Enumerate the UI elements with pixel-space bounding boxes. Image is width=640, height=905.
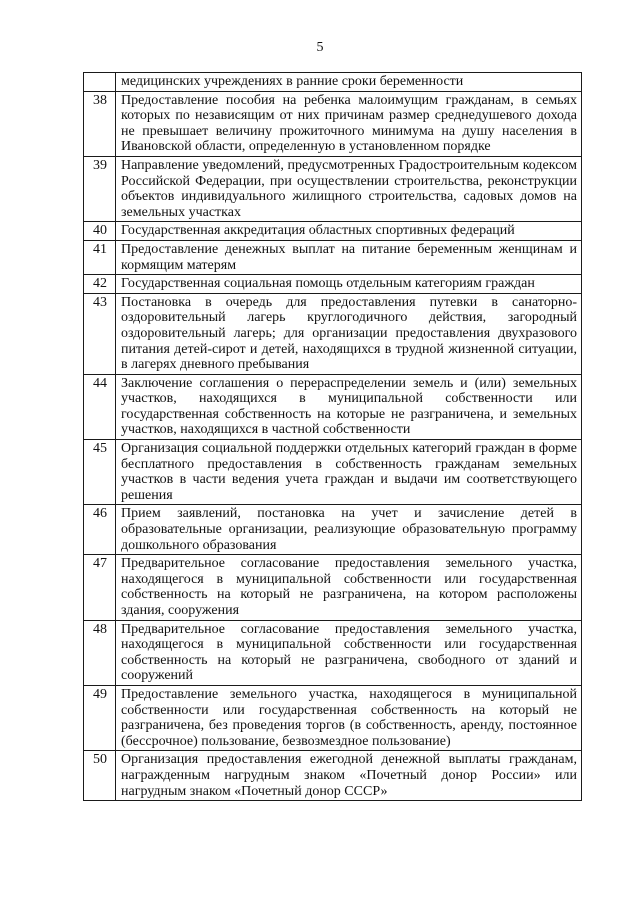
row-text: Постановка в очередь для предоставления путевки в санаторно-оздоровительный лагерь круглогодичного действия, загородный оздоровительный лагерь; для организации предоставления двухразового питания детей-сирот и детей, находящихся в трудной жизненной ситуации, в лагерях дневного пребывания (116, 293, 582, 374)
row-number: 47 (84, 555, 116, 620)
row-text: Организация предоставления ежегодной денежной выплаты гражданам, награжденным нагрудным знаком «Почетный донор России» или нагрудным знаком «Почетный донор СССР» (116, 751, 582, 801)
row-text: Предварительное согласование предоставления земельного участка, находящегося в муниципальной собственности или государственная собственность на который не разграничена, свободного от зданий и сооружений (116, 620, 582, 685)
table-row (84, 685, 582, 750)
row-number: 49 (84, 685, 116, 750)
row-number: 44 (84, 374, 116, 439)
row-number: 45 (84, 440, 116, 505)
table-row (84, 73, 582, 92)
table-row (84, 91, 582, 156)
row-number: 50 (84, 751, 116, 801)
row-number: 38 (84, 91, 116, 156)
row-number: 39 (84, 156, 116, 221)
page-number: 5 (316, 40, 324, 55)
row-number: 48 (84, 620, 116, 685)
row-text: Предварительное согласование предоставления земельного участка, находящегося в муниципальной собственности или государственная собственность на который не разграничена, на котором расположены здания, сооружения (116, 555, 582, 620)
row-number: 41 (84, 240, 116, 274)
row-text: медицинских учреждениях в ранние сроки беременности (116, 73, 582, 92)
table-row (84, 555, 582, 620)
table-row (84, 505, 582, 555)
row-number: 42 (84, 275, 116, 294)
table-row (84, 222, 582, 241)
services-table (83, 72, 582, 801)
row-text: Предоставление денежных выплат на питание беременным женщинам и кормящим матерям (116, 240, 582, 274)
row-text: Заключение соглашения о перераспределении земель и (или) земельных участков, находящихся в муниципальной собственности или государственная собственность на которые не разграничена, и земельных участков, находящихся в частной собственности (116, 374, 582, 439)
table-row (84, 751, 582, 801)
table-row (84, 293, 582, 374)
row-number: 43 (84, 293, 116, 374)
row-number (84, 73, 116, 92)
row-text: Предоставление пособия на ребенка малоимущим гражданам, в семьях которых по независящим от них причинам размер среднедушевого дохода не превышает величину прожиточного минимума на душу населения в Ивановской области, определенную в установленном порядке (116, 91, 582, 156)
table-row (84, 374, 582, 439)
table-row (84, 440, 582, 505)
row-text: Государственная социальная помощь отдельным категориям граждан (116, 275, 582, 294)
table-row (84, 156, 582, 221)
row-text: Предоставление земельного участка, находящегося в муниципальной собственности или государственная собственность на который не разграничена, без проведения торгов (в собственность, аренду, постоянное (бессрочное) пользование, безвозмездное пользование) (116, 685, 582, 750)
table-row (84, 240, 582, 274)
row-text: Прием заявлений, постановка на учет и зачисление детей в образовательные организации, реализующие образовательную программу дошкольного образования (116, 505, 582, 555)
row-text: Направление уведомлений, предусмотренных Градостроительным кодексом Российской Федерации, при осуществлении строительства, реконструкции объектов индивидуального жилищного строительства, садовых домов на земельных участках (116, 156, 582, 221)
row-text: Государственная аккредитация областных спортивных федераций (116, 222, 582, 241)
table-row (84, 620, 582, 685)
row-text: Организация социальной поддержки отдельных категорий граждан в форме бесплатного предоставления в собственность гражданам земельных участков в части ведения учета граждан и выдачи им соответствующего решения (116, 440, 582, 505)
row-number: 40 (84, 222, 116, 241)
row-number: 46 (84, 505, 116, 555)
table-row (84, 275, 582, 294)
